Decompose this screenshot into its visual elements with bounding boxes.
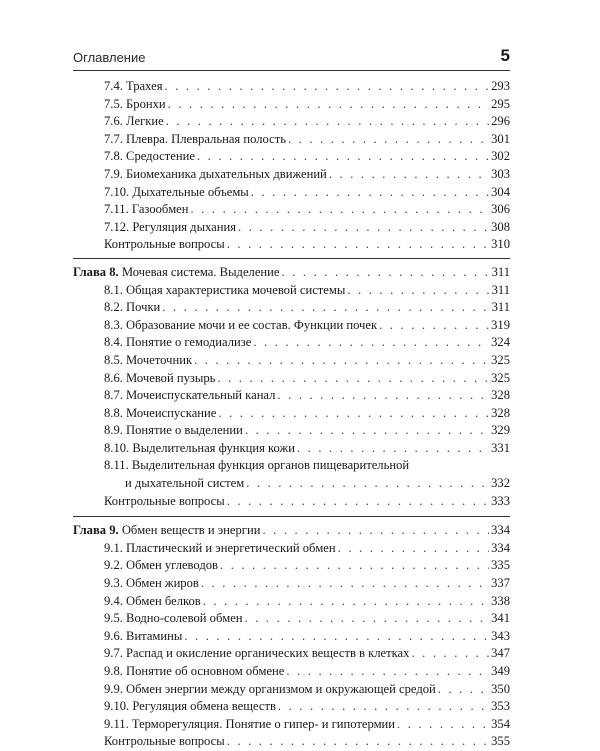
leader-dots bbox=[227, 733, 489, 751]
toc-entry[interactable] bbox=[73, 440, 510, 458]
running-header-title: Оглавление bbox=[73, 50, 146, 65]
toc-entry-page: 310 bbox=[491, 237, 510, 252]
toc-entry[interactable] bbox=[73, 184, 510, 202]
toc-entry-title: 9.8. Понятие об основном обмене bbox=[104, 664, 285, 678]
leader-dots bbox=[286, 663, 489, 681]
toc-entry-title: 8.3. Образование мочи и ее состав. Функции почек bbox=[104, 317, 378, 332]
toc-entry[interactable] bbox=[73, 201, 510, 219]
toc-entry-page: 308 bbox=[491, 219, 510, 234]
toc-entry[interactable] bbox=[73, 681, 510, 699]
toc-entry[interactable] bbox=[73, 96, 510, 114]
toc-entry-ch8-questions[interactable] bbox=[73, 493, 510, 511]
toc-entry[interactable] bbox=[73, 422, 510, 440]
toc-entry-title: 7.12. Регуляция дыхания bbox=[104, 219, 237, 234]
leader-dots bbox=[218, 405, 489, 423]
toc-entry-title: 9.3. Обмен жиров bbox=[104, 576, 199, 591]
toc-entry-page: 331 bbox=[491, 440, 510, 455]
toc-entry[interactable] bbox=[73, 148, 510, 166]
toc-entry[interactable] bbox=[73, 78, 510, 96]
toc-entry[interactable] bbox=[73, 131, 510, 149]
toc-entry-page: 347 bbox=[491, 646, 510, 661]
chapter-8-entries bbox=[73, 282, 510, 458]
chapter-9-heading[interactable] bbox=[73, 516, 510, 540]
toc-entry-8-11[interactable] bbox=[73, 457, 510, 492]
toc-entry-8-11-page: 332 bbox=[491, 476, 510, 491]
leader-dots bbox=[203, 593, 489, 611]
toc-entry[interactable] bbox=[73, 628, 510, 646]
toc-entry-title: 9.6. Витамины bbox=[104, 628, 183, 643]
leader-dots bbox=[282, 264, 490, 282]
leader-dots bbox=[338, 540, 489, 558]
toc-entry-page: 311 bbox=[491, 300, 510, 315]
toc-entry-page: 337 bbox=[491, 576, 510, 591]
leader-dots bbox=[347, 282, 489, 300]
leader-dots bbox=[238, 219, 489, 237]
toc-entry-title: 8.9. Понятие о выделении bbox=[104, 423, 243, 438]
toc-entry-title: 8.5. Мочеточник bbox=[104, 352, 193, 367]
toc-entry-page: 319 bbox=[491, 317, 510, 332]
toc-entry-page: 328 bbox=[491, 405, 510, 420]
toc-entry-title: Контрольные вопросы bbox=[104, 734, 225, 749]
toc-entry-8-11-line2: и дыхательной систем bbox=[125, 476, 245, 491]
toc-entry[interactable] bbox=[73, 557, 510, 575]
leader-dots bbox=[220, 557, 489, 575]
leader-dots bbox=[411, 645, 489, 663]
toc-entry-page: 353 bbox=[491, 699, 510, 714]
leader-dots bbox=[227, 236, 489, 254]
toc-entry-title: 7.6. Легкие bbox=[104, 114, 164, 129]
leader-dots bbox=[197, 148, 489, 166]
toc-entry[interactable] bbox=[73, 575, 510, 593]
leader-dots bbox=[184, 628, 489, 646]
toc-entry-title: 7.7. Плевра. Плевральная полость bbox=[104, 131, 286, 146]
toc-entry[interactable] bbox=[73, 299, 510, 317]
toc-entry[interactable] bbox=[73, 540, 510, 558]
leader-dots bbox=[217, 370, 489, 388]
leader-dots bbox=[191, 201, 490, 219]
toc-entry[interactable] bbox=[73, 113, 510, 131]
toc-entry-title: 8.2. Почки bbox=[104, 300, 161, 315]
leader-dots bbox=[168, 96, 489, 114]
toc-entry[interactable] bbox=[73, 352, 510, 370]
toc-entry-title: 7.10. Дыхательные объемы bbox=[104, 184, 249, 199]
toc-entry-page: 303 bbox=[491, 166, 510, 181]
leader-dots bbox=[379, 317, 489, 335]
toc-entry-title: 7.5. Бронхи bbox=[104, 96, 166, 111]
toc-entry-page: 325 bbox=[491, 352, 510, 367]
toc-entry-title: 8.1. Общая характеристика мочевой системы bbox=[104, 282, 346, 297]
toc-entry-title: 7.8. Средостение bbox=[104, 149, 195, 164]
toc-entry-page: 311 bbox=[491, 282, 510, 297]
toc-entry-title: 7.11. Газообмен bbox=[104, 202, 189, 217]
chapter-9-title: Обмен веществ и энергии bbox=[121, 523, 261, 538]
leader-dots bbox=[253, 334, 489, 352]
toc-entry-page: 334 bbox=[491, 540, 510, 555]
toc-entry-page: 304 bbox=[491, 184, 510, 199]
toc-entry-title: 9.4. Обмен белков bbox=[104, 593, 201, 608]
toc-entry[interactable] bbox=[73, 166, 510, 184]
toc-entry-page: 354 bbox=[491, 716, 510, 731]
toc-entry[interactable] bbox=[73, 370, 510, 388]
chapter-9-page: 334 bbox=[491, 523, 510, 538]
chapter-8-title: Мочевая система. Выделение bbox=[121, 264, 280, 279]
toc-entry[interactable] bbox=[73, 405, 510, 423]
toc-entry[interactable] bbox=[73, 698, 510, 716]
toc-entry-page: 306 bbox=[491, 202, 510, 217]
toc-entry-title: 8.4. Понятие о гемодиализе bbox=[104, 335, 252, 350]
chapter-8-label: Глава 8. bbox=[73, 264, 119, 279]
table-of-contents bbox=[73, 78, 510, 751]
toc-entry-title: 9.11. Терморегуляция. Понятие о гипер- и гипотермии bbox=[104, 716, 396, 731]
leader-dots bbox=[397, 716, 489, 734]
toc-entry[interactable] bbox=[73, 593, 510, 611]
toc-entry[interactable] bbox=[73, 282, 510, 300]
toc-entry-page: 333 bbox=[491, 493, 510, 508]
toc-entry-title: 9.1. Пластический и энергетический обмен bbox=[104, 540, 336, 555]
chapter-8-heading[interactable] bbox=[73, 258, 510, 282]
toc-entry[interactable] bbox=[73, 645, 510, 663]
chapter-8-page: 311 bbox=[491, 264, 510, 279]
leader-dots bbox=[245, 422, 489, 440]
toc-entry-title: 9.5. Водно-солевой обмен bbox=[104, 611, 243, 626]
toc-entry-title: 9.7. Распад и окисление органических веществ в клетках bbox=[104, 646, 410, 661]
toc-entry-title: Контрольные вопросы bbox=[104, 493, 225, 508]
toc-entry[interactable] bbox=[73, 716, 510, 734]
toc-entry-title: 8.6. Мочевой пузырь bbox=[104, 370, 216, 385]
toc-entry-page: 349 bbox=[491, 664, 510, 678]
toc-entry[interactable] bbox=[73, 236, 510, 254]
leader-dots bbox=[166, 113, 489, 131]
toc-entry[interactable] bbox=[73, 610, 510, 628]
toc-entry-page: 335 bbox=[491, 558, 510, 573]
toc-entry-title: 9.2. Обмен углеводов bbox=[104, 558, 219, 573]
toc-entry[interactable] bbox=[73, 663, 510, 681]
toc-entry-title: Контрольные вопросы bbox=[104, 237, 225, 252]
leader-dots bbox=[201, 575, 489, 593]
chapter-9-label: Глава 9. bbox=[73, 523, 119, 538]
toc-entry-page: 302 bbox=[491, 149, 510, 164]
leader-dots bbox=[297, 440, 489, 458]
toc-entry[interactable] bbox=[73, 334, 510, 352]
toc-entry[interactable] bbox=[73, 219, 510, 237]
toc-entry-page: 328 bbox=[491, 388, 510, 403]
toc-entry[interactable] bbox=[73, 317, 510, 335]
toc-entry-page: 293 bbox=[491, 79, 510, 93]
toc-entry-title: 7.9. Биомеханика дыхательных движений bbox=[104, 166, 327, 181]
page-number: 5 bbox=[500, 46, 510, 65]
leader-dots bbox=[227, 493, 489, 511]
leader-dots bbox=[288, 131, 489, 149]
toc-entry-title: 9.9. Обмен энергии между организмом и окружающей средой bbox=[104, 681, 436, 696]
chapter-7-entries bbox=[73, 78, 510, 254]
chapter-9-entries bbox=[73, 540, 510, 751]
toc-entry-page: 301 bbox=[491, 131, 510, 146]
toc-entry-page: 325 bbox=[491, 370, 510, 385]
leader-dots bbox=[165, 78, 490, 96]
leader-dots bbox=[162, 299, 489, 317]
toc-entry-page: 343 bbox=[491, 628, 510, 643]
toc-entry-page: 350 bbox=[491, 681, 510, 696]
leader-dots bbox=[278, 698, 489, 716]
toc-entry-page: 355 bbox=[491, 734, 510, 749]
toc-entry-page: 296 bbox=[491, 114, 510, 129]
toc-entry-title: 9.10. Регуляция обмена веществ bbox=[104, 699, 276, 714]
leader-dots bbox=[194, 352, 489, 370]
leader-dots bbox=[246, 475, 489, 493]
toc-entry-title: 7.4. Трахея bbox=[104, 79, 163, 93]
leader-dots bbox=[251, 184, 489, 202]
leader-dots bbox=[262, 522, 489, 540]
leader-dots bbox=[277, 387, 489, 405]
leader-dots bbox=[329, 166, 489, 184]
page-header bbox=[73, 46, 510, 71]
toc-entry[interactable] bbox=[73, 387, 510, 405]
toc-entry-page: 338 bbox=[491, 593, 510, 608]
toc-entry-title: 8.8. Мочеиспускание bbox=[104, 405, 217, 420]
toc-entry-page: 295 bbox=[491, 96, 510, 111]
toc-entry-title: 8.7. Мочеиспускательный канал bbox=[104, 388, 276, 403]
leader-dots bbox=[245, 610, 490, 628]
leader-dots bbox=[438, 681, 489, 699]
toc-entry-page: 341 bbox=[491, 611, 510, 626]
toc-entry-page: 329 bbox=[491, 423, 510, 438]
toc-entry-8-11-line1: 8.11. Выделительная функция органов пищеварительной bbox=[104, 458, 410, 473]
toc-entry-title: 8.10. Выделительная функция кожи bbox=[104, 440, 295, 455]
toc-entry-page: 324 bbox=[491, 335, 510, 350]
toc-entry[interactable] bbox=[73, 733, 510, 751]
